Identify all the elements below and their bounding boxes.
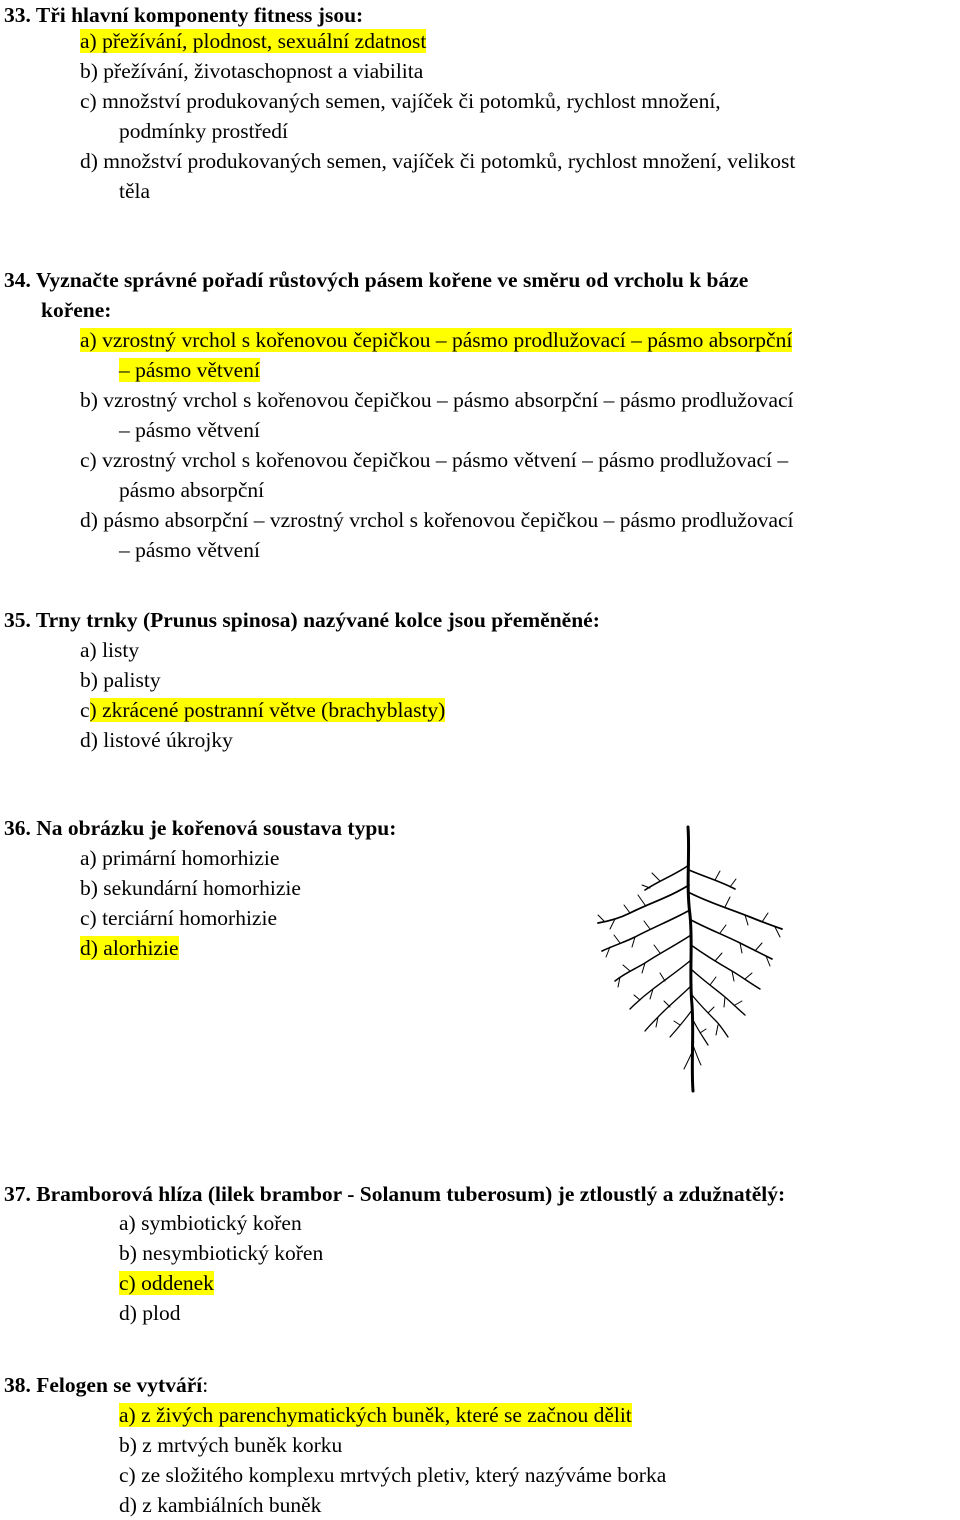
q37-option-c-text: c) oddenek	[119, 1271, 214, 1295]
q34-option-d-cont: – pásmo větvení	[119, 538, 260, 562]
question-34-title-cont: kořene:	[41, 298, 112, 322]
q33-option-c: c) množství produkovaných semen, vajíček či potomků, rychlost množení,	[80, 89, 721, 113]
question-38-title-text: 38. Felogen se vytváří	[4, 1373, 203, 1397]
q34-option-c-cont: pásmo absorpční	[119, 478, 265, 502]
q38-option-a-text: a) z živých parenchymatických buněk, které se začnou dělit	[119, 1403, 632, 1427]
question-38-title	[4, 1370, 208, 1400]
q34-option-c: c) vzrostný vrchol s kořenovou čepičkou – pásmo větvení – pásmo prodlužovací –	[80, 448, 789, 472]
q34-option-a-cont	[119, 355, 260, 385]
q38-option-d: d) z kambiálních buněk	[119, 1493, 322, 1517]
q34-option-b: b) vzrostný vrchol s kořenovou čepičkou – pásmo absorpční – pásmo prodlužovací	[80, 388, 794, 412]
q33-option-d-cont: těla	[119, 179, 151, 203]
q36-option-d	[80, 933, 179, 963]
q36-option-a: a) primární homorhizie	[80, 846, 280, 870]
q36-option-c: c) terciární homorhizie	[80, 906, 277, 930]
q38-option-c: c) ze složitého komplexu mrtvých pletiv, který nazýváme borka	[119, 1463, 667, 1487]
q34-option-b-cont: – pásmo větvení	[119, 418, 260, 442]
q37-option-d: d) plod	[119, 1301, 181, 1325]
q36-option-d-text: d) alorhizie	[80, 936, 179, 960]
q35-option-d: d) listové úkrojky	[80, 728, 233, 752]
q37-option-a: a) symbiotický kořen	[119, 1211, 302, 1235]
q33-option-a	[80, 26, 426, 56]
question-35-title: 35. Trny trnky (Prunus spinosa) nazývané kolce jsou přeměněné:	[4, 608, 600, 632]
q36-option-b: b) sekundární homorhizie	[80, 876, 301, 900]
q33-option-d: d) množství produkovaných semen, vajíček či potomků, rychlost množení, velikost	[80, 149, 796, 173]
q38-option-a	[119, 1400, 632, 1430]
question-37-title: 37. Bramborová hlíza (lilek brambor - Solanum tuberosum) je ztloustlý a zdužnatělý:	[4, 1182, 786, 1206]
q34-option-a-cont-text: – pásmo větvení	[119, 358, 260, 382]
q35-option-c-letter: c	[80, 698, 90, 722]
q34-option-a	[80, 325, 792, 355]
question-34-title: 34. Vyznačte správné pořadí růstových pásem kořene ve směru od vrcholu k báze	[4, 268, 749, 292]
q37-option-b: b) nesymbiotický kořen	[119, 1241, 324, 1265]
q33-option-b: b) přežívání, životaschopnost a viabilita	[80, 59, 424, 83]
q33-option-c-cont: podmínky prostředí	[119, 119, 288, 143]
root-system-icon	[590, 825, 790, 1095]
q35-option-c-text: ) zkrácené postranní větve (brachyblasty)	[89, 698, 446, 722]
q37-option-c	[119, 1268, 214, 1298]
q35-option-a: a) listy	[80, 638, 140, 662]
question-36-title: 36. Na obrázku je kořenová soustava typu:	[4, 816, 397, 840]
q35-option-b: b) palisty	[80, 668, 161, 692]
q38-option-b: b) z mrtvých buněk korku	[119, 1433, 343, 1457]
question-33-title: 33. Tři hlavní komponenty fitness jsou:	[4, 3, 364, 27]
q35-option-c	[80, 695, 445, 725]
q34-option-d: d) pásmo absorpční – vzrostný vrchol s kořenovou čepičkou – pásmo prodlužovací	[80, 508, 794, 532]
question-38-title-colon: :	[202, 1373, 209, 1397]
q34-option-a-text: a) vzrostný vrchol s kořenovou čepičkou – pásmo prodlužovací – pásmo absorpční	[80, 328, 793, 352]
q33-option-a-text: a) přežívání, plodnost, sexuální zdatnost	[80, 29, 427, 53]
